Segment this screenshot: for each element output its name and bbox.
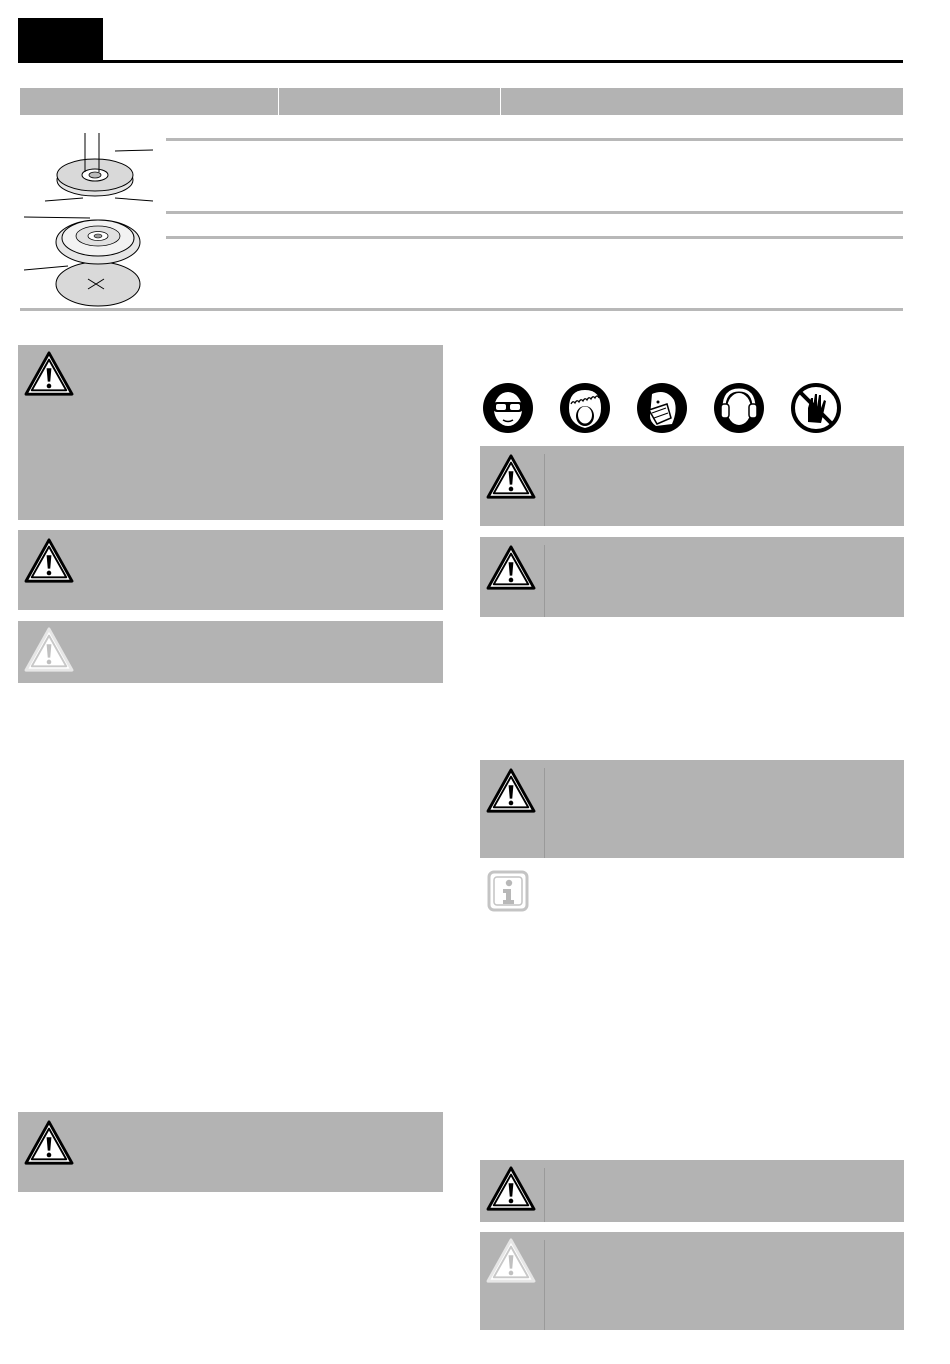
table-row-line: [166, 236, 903, 239]
warning-triangle-icon: [24, 351, 74, 397]
warning-triangle-icon: [24, 1120, 74, 1166]
table-header: [20, 88, 903, 115]
panel-divider: [544, 1168, 545, 1222]
warning-panel: [18, 1112, 443, 1192]
caution-panel: [18, 621, 443, 683]
warning-panel: [18, 345, 443, 520]
panel-divider: [544, 545, 545, 617]
no-gloves-icon: [790, 382, 842, 434]
table-row-line: [166, 138, 903, 141]
panel-divider: [544, 454, 545, 526]
warning-triangle-icon: [486, 454, 536, 500]
flange-disc-diagram: [25, 128, 165, 208]
ear-protection-icon: [713, 382, 765, 434]
warning-triangle-icon: [24, 538, 74, 584]
header-rule: [18, 60, 903, 63]
warning-triangle-icon: [486, 768, 536, 814]
table-column-divider: [278, 88, 279, 115]
warning-panel: [480, 760, 904, 858]
caution-triangle-icon: [486, 1238, 536, 1284]
warning-triangle-icon: [486, 1166, 536, 1212]
caution-triangle-icon: [24, 627, 74, 673]
panel-divider: [544, 1240, 545, 1330]
warning-triangle-icon: [486, 545, 536, 591]
warning-panel: [480, 1160, 904, 1222]
panel-divider: [544, 768, 545, 858]
warning-panel: [480, 446, 904, 526]
hair-protection-icon: [559, 382, 611, 434]
caution-panel: [480, 1232, 904, 1330]
warning-panel: [480, 537, 904, 617]
page-number-tab: [18, 18, 103, 62]
safety-goggles-icon: [482, 382, 534, 434]
warning-panel: [18, 530, 443, 610]
table-row-line: [166, 211, 903, 214]
dust-mask-icon: [636, 382, 688, 434]
table-column-divider: [500, 88, 501, 115]
disc-stack-diagram: [22, 212, 162, 310]
info-icon: [487, 870, 529, 912]
